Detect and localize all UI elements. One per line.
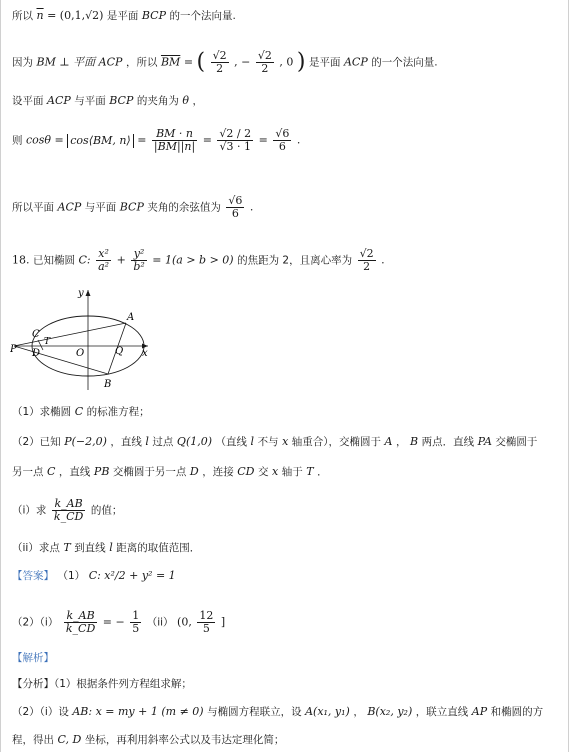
line-equation: AB: x = my + 1 (m ≠ 0) [72,705,204,718]
denominator: √3 · 1 [219,140,252,153]
equals: = [202,133,212,147]
fraction [52,498,85,523]
paren-close: ) [296,49,306,75]
text: ，所以 [125,56,158,69]
math: l [250,435,255,448]
period: . [249,200,254,214]
math: x [272,465,279,478]
numerator: 1 [132,609,140,622]
text: 的值； [90,504,123,517]
denominator: 2 [261,62,269,75]
math: CD [237,465,255,478]
denominator: 6 [231,207,239,220]
text: 所以 [12,10,33,22]
text: 与平面 [84,201,117,214]
text: 则 [12,134,23,147]
fraction [211,50,229,75]
numerator: k_AB [52,498,85,511]
denominator: k_CD [65,622,96,635]
fraction [217,128,253,153]
math: l [145,435,149,448]
question-number: 18. [12,253,30,267]
text: （ii）求点 [12,542,60,554]
ellipse-figure [10,284,160,396]
text: 坐标，再利用斜率公式以及韦达定理化简； [84,734,285,746]
point-a: A(x₁, y₁) [305,705,350,718]
text: ，连接 [202,466,234,478]
text: ， [353,706,364,718]
text: 已知椭圆 [33,254,75,267]
text: 另一点 [12,466,44,478]
equals: = − [102,615,125,629]
part-1 [12,404,150,420]
text: ． [317,466,328,478]
math: PB [93,465,110,478]
text: 交椭圆于 [495,436,538,448]
fraction [256,50,274,75]
numerator: √2 [212,49,227,62]
math: AP [471,705,488,718]
numerator: x² [96,248,111,261]
text: 的焦距为 2，且离心率为 [237,254,353,267]
fraction [130,610,141,635]
math: T [63,541,71,554]
text: 所以平面 [12,201,54,214]
equals: = [258,133,268,147]
theta: θ [182,94,189,107]
line-normal-vector-bcp [12,8,236,24]
label-c: C [32,329,40,340]
ellipse-equation: C: x²/2 + y² = 1 [88,569,176,582]
answer-tag: 【答案】 [12,570,54,582]
text: ，直线 [58,466,91,478]
line-cos-result [12,195,253,220]
math: A [384,435,393,448]
denominator: a² [98,260,110,273]
math: B [409,435,419,448]
vector-bm: $\overline{BM}$ [160,55,181,69]
denominator: 6 [278,140,286,153]
interval-open: (0, [177,615,192,629]
vector-value: = (0,1,√2) [47,9,104,22]
label-y: y [78,288,84,299]
label-t: T [44,337,51,347]
math: x [282,435,289,448]
denominator: k_CD [53,510,84,523]
text: 夹角的余弦值为 [147,201,221,214]
text: 和椭圆的方 [490,706,544,718]
fraction [273,128,291,153]
text: （2）（i） [12,616,59,629]
text: 程，得出 [12,734,54,746]
math: D [189,465,199,478]
interval-close: ] [220,615,226,629]
numerator: √2 [359,247,374,260]
math: T [306,465,314,478]
plane-label: ACP [343,55,368,69]
text: 交椭圆于另一点 [112,466,187,478]
fraction [64,610,97,635]
part-2-line-1 [12,434,537,450]
fraction [152,128,197,153]
vector-n: $\overline{n}$ [36,9,44,22]
numerator: √6 [228,194,243,207]
analysis-step-2 [12,704,543,720]
text: （1）求椭圆 [12,406,72,418]
label-a: A [127,312,135,323]
text: 与椭圆方程联立，设 [207,706,302,718]
plane-label: BCP [119,200,144,214]
text: 【分析】（1）根据条件列方程组求解； [12,678,192,690]
text: 是平面 [106,10,139,22]
text: 因为 [12,56,33,69]
text: 轴重合），交椭圆于 [291,436,382,448]
text: 的一个法向量. [169,10,236,22]
math: PA [477,435,492,448]
text: 设平面 [12,95,44,107]
numerator: √6 [275,127,290,140]
text: ， [395,436,407,448]
text: （2）（i）设 [12,706,69,718]
label-x: x [142,348,148,359]
analysis-fx [12,676,192,692]
denominator: 2 [363,260,371,273]
text: ，直线 [110,436,142,448]
line-pb [14,346,108,374]
numerator: 12 [199,609,214,622]
denominator: |BM||n| [153,140,196,153]
cos-theta: cosθ = [26,133,64,147]
numerator: y² [131,248,146,261]
point-p: P(−2,0) [64,435,107,448]
label-p: P [10,344,17,355]
line-normal-vector-acp [12,50,438,75]
ellipse-label: C: [78,253,91,267]
label-d: D [32,348,41,359]
abs-cos: cos⟨BM, n⟩ [67,134,133,148]
plane-label: BCP [141,9,166,22]
paren-open: ( [196,49,206,75]
text: （直线 [215,436,248,448]
numerator: BM · n [152,128,197,141]
fraction [131,248,146,273]
line-cos-calc [12,128,300,153]
text: 交 [258,466,269,478]
denominator: 5 [202,622,210,635]
plus: + [116,253,126,267]
fraction [226,195,244,220]
period: . [296,133,301,147]
numerator: k_AB [64,610,97,623]
math: C, D [57,733,82,746]
text: 是平面 [308,56,341,69]
answer-1 [12,568,176,584]
denominator: 2 [216,62,224,75]
text: ， [192,95,203,107]
condition: = 1(a > b > 0) [152,253,234,267]
text: 两点．直线 [421,436,475,448]
text: 轴于 [281,466,303,478]
analysis-step-3 [12,732,284,748]
denominator: 5 [132,622,140,635]
numerator: √2 [257,49,272,62]
text: 距离的取值范围． [116,542,201,554]
text: ，联立直线 [415,706,469,718]
text: （1） [57,570,86,582]
analysis-tag [12,650,54,666]
text: 的夹角为 [136,95,179,107]
fraction [197,610,215,635]
plane-label: ACP [57,200,82,214]
denominator: b² [133,260,145,273]
part-2-line-2 [12,464,328,480]
part-i [12,498,122,523]
equals: = [137,133,147,147]
text: 不与 [257,436,279,448]
left-border [0,0,1,752]
line-pa [14,323,126,346]
text: （2）已知 [12,436,61,448]
math: C [74,405,84,418]
equals: = [183,55,194,69]
period: . [381,253,385,267]
label-o: O [76,348,85,359]
separator: , − [234,55,251,69]
question-18-stem [12,248,385,273]
text: 的标准方程； [86,406,150,418]
text: （ii） [146,616,174,629]
fraction [358,248,376,273]
text: 与平面 [74,95,106,107]
answer-2 [12,610,225,635]
label-q: Q [115,346,124,357]
point-b: B(x₂, y₂) [367,705,413,718]
math: l [109,541,113,554]
math: C [47,465,56,478]
text: （i）求 [12,504,47,517]
y-axis-arrow [86,290,91,296]
analysis-tag-text: 【解析】 [12,652,54,664]
part-ii [12,540,200,556]
text: 过点 [152,436,174,448]
text: 的一个法向量. [371,56,438,69]
text: 到直线 [74,542,106,554]
perp-expr: BM ⊥ 平面 ACP [36,55,123,69]
label-b: B [104,379,112,390]
numerator: √2 / 2 [219,127,252,140]
line-angle-def [12,93,203,109]
plane-label: ACP [47,94,71,107]
point-q: Q(1,0) [176,435,213,448]
fraction [96,248,111,273]
plane-label: BCP [109,94,134,107]
separator: , 0 [279,55,294,69]
